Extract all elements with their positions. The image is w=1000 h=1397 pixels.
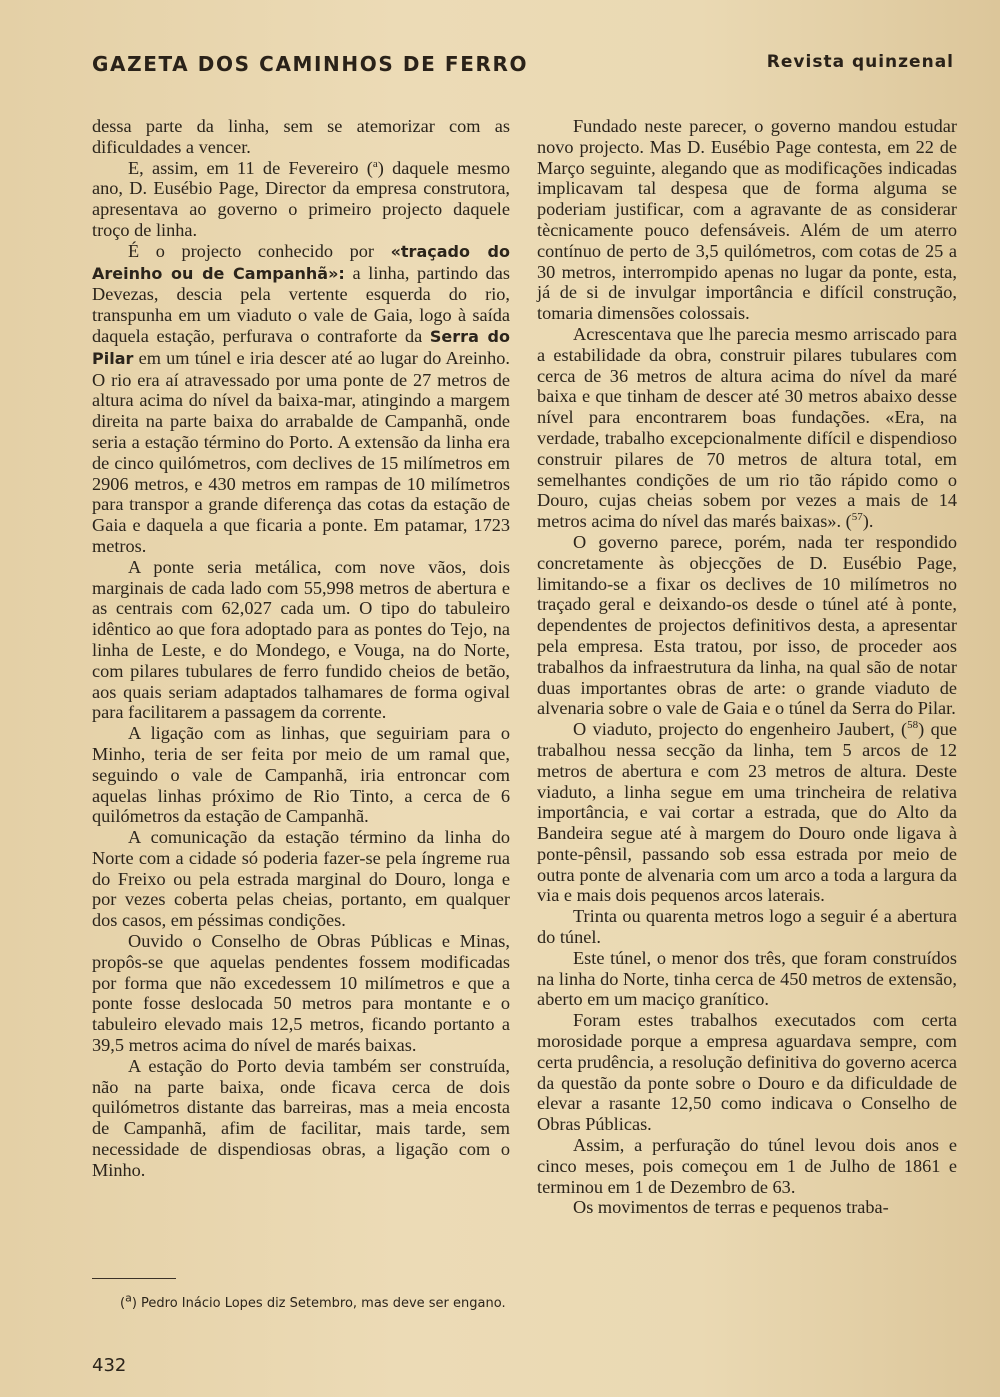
page-number: 432 (92, 1355, 127, 1376)
footnote-mark: a (125, 1291, 132, 1305)
left-column (92, 116, 510, 1181)
text-run: ) que trabalhou nessa secção da linha, tem 5 arcos de 12 metros de abertura e com 23 metros de altura. Deste viaduto, a linha segue em uma trincheira de relativa importância, e vai cortar a estrada, que do Alto da Bandeira segue até à margem do Douro onde ligava à ponte-pênsil, passando sob essa estrada por meio de outra ponte de alvenaria com um arco a toda a largura da via e mais dois pequenos arcos laterais. (537, 719, 957, 906)
text-run: O viaduto, projecto do engenheiro Jaubert, ( (573, 719, 908, 740)
paragraph: Fundado neste parecer, o governo mandou estudar novo projecto. Mas D. Eusébio Page contesta, em 22 de Março seguinte, alegando que as modificações indicadas implicavam tal despesa que de forma alguma se poderiam justificar, com a agravante de as considerar tècnicamente pouco defensáveis. Além de um aterro contínuo de perto de 3,5 quilómetros, com cotas de 25 a 30 metros, interrompido apenas no lugar da ponte, esta, já de si de invulgar importância e difícil construção, tomaria dimensões colossais. (537, 116, 957, 324)
text-run: a linha, partindo das Devezas, descia pela vertente esquerda do rio, transpunha em um viaduto o vale de Gaia, logo à saída daquela estação, perfurava o contraforte da (92, 262, 510, 346)
paragraph (537, 324, 957, 532)
text-run: É o projecto conhecido por (128, 240, 391, 261)
paragraph: O governo parece, porém, nada ter respondido concretamente às objecções de D. Eusébio Page, limitando-se a fixar os declives de 10 milímetros no traçado geral e deixando-os desde o túnel até à ponte, dependentes de projectos definitivos desta, a apresentar pela empresa. Esta tratou, por isso, de proceder aos trabalhos da infraestrutura da linha, na qual são de notar duas importantes obras de arte: o grande viaduto de alvenaria sobre o vale de Gaia e o túnel da Serra do Pilar. (537, 531, 957, 719)
text-run: Acrescentava que lhe parecia mesmo arriscado para a estabilidade da obra, construir pilares tubulares com cerca de 36 metros de altura acima do nível da maré baixa e que tinham de descer até 30 metros abaixo desse nível para encontrarem boas fundações. «Era, na verdade, trabalho excepcionalmente difícil e dispendioso construir pilares de 70 metros de altura total, em semelhantes condições de um rio tão rápido como o Douro, cujas cheias sobem por vezes a mais de 14 metros acima do nível das marés baixas». ( (537, 323, 957, 532)
paragraph: A comunicação da estação término da linha do Norte com a cidade só poderia fazer-se pela íngreme rua do Freixo ou pela estrada marginal do Douro, longa e por vezes coberta pelas cheias, portanto, em qualquer dos casos, em péssimas condições. (92, 827, 510, 931)
paragraph (92, 158, 510, 241)
paragraph (92, 241, 510, 557)
text-run: ) daquele mesmo ano, D. Eusébio Page, Director da empresa construtora, apresentava ao governo o primeiro projecto daquele troço de linha. (92, 157, 510, 240)
text-run: ). (862, 511, 874, 532)
footnote-ref: 58 (907, 719, 919, 732)
paragraph: Assim, a perfuração do túnel levou dois anos e cinco meses, pois começou em 1 de Julho de 1861 e terminou em 1 de Dezembro de 63. (537, 1135, 957, 1197)
paragraph: A ligação com as linhas, que seguiriam para o Minho, teria de ser feita por meio de um ramal que, seguindo o vale de Campanhã, iria entroncar com aquelas linhas próximo de Rio Tinto, a cerca de 6 quilómetros da estação de Campanhã. (92, 723, 510, 827)
paragraph: Trinta ou quarenta metros logo a seguir é a abertura do túnel. (537, 906, 957, 948)
footnote-divider (92, 1278, 176, 1279)
footnote-ref: 57 (851, 511, 863, 524)
footnote-text: Pedro Inácio Lopes diz Setembro, mas deve ser engano. (136, 1296, 506, 1311)
paragraph: Foram estes trabalhos executados com certa morosidade porque a empresa aguardava sempre, com certa prudência, a resolução definitiva do governo acerca da questão da ponte sobre o Douro e da dificuldade de elevar a rasante 12,50 como indicava o Conselho de Obras Públicas. (537, 1010, 957, 1135)
emphasis-place-name: Serra do Pilar (92, 326, 510, 368)
paragraph: Ouvido o Conselho de Obras Públicas e Minas, propôs-se que aquelas pendentes fossem modificadas por forma que não excedessem 10 milímetros e que a ponte fosse deslocada 50 metros para montante e o tabuleiro elevado mais 12,5 metros, ficando portanto a 39,5 metros acima do nível de marés baixas. (92, 931, 510, 1056)
footnote: ($^a$) Pedro Inácio Lopes diz Setembro, mas deve ser engano. (120, 1291, 506, 1311)
paragraph: Este túnel, o menor dos três, que foram construídos na linha do Norte, tinha cerca de 450 metros de extensão, aberto em um maciço granítico. (537, 947, 957, 1010)
journal-title: GAZETA DOS CAMINHOS DE FERRO (92, 52, 529, 76)
journal-subtitle: Revista quinzenal (766, 52, 954, 72)
paragraph: A estação do Porto devia também ser construída, não na parte baixa, onde ficava cerca de dois quilómetros distante das barreiras, mas a meia encosta de Campanhã, afim de facilitar, mais tarde, sem necessidade de dispendiosas obras, a ligação com o Minho. (92, 1055, 510, 1180)
text-run: em um túnel e iria descer até ao lugar do Areinho. O rio era aí atravessado por uma ponte de 27 metros de altura acima do nível da baixa-mar, atingindo a margem direita na parte baixa do arrabalde de Campanhã, onde seria a estação término do Porto. A extensão da linha era de cinco quilómetros, com declives de 15 milímetros em 2906 metros, e 430 metros em rampas de 10 milímetros para transpor a grande diferença das cotas da estação de Gaia e daquela a que ficaria a ponte. Em patamar, 1723 metros. (92, 347, 510, 556)
text-run: E, assim, em 11 de Fevereiro ( (128, 157, 373, 178)
footnote-ref: a (372, 157, 378, 170)
emphasis-route-name: «traçado do Areinho ou de Campanhã»: (92, 241, 510, 283)
paragraph: dessa parte da linha, sem se atemorizar com as dificuldades a vencer. (92, 116, 510, 157)
paragraph: Os movimentos de terras e pequenos traba- (573, 1197, 889, 1218)
paragraph (537, 719, 957, 906)
paragraph: A ponte seria metálica, com nove vãos, dois marginais de cada lado com 55,998 metros de abertura e as centrais com 62,027 cada um. O tipo do tabuleiro idêntico ao que fora adoptado para as pontes do Tejo, na linha de Leste, e do Mondego, e Vouga, na do Norte, com pilares tubulares de ferro fundido cheios de betão, aos quais seriam adaptados talhamares de forma ogival para facilitarem a passagem da corrente. (92, 556, 510, 723)
right-column (537, 116, 957, 1218)
